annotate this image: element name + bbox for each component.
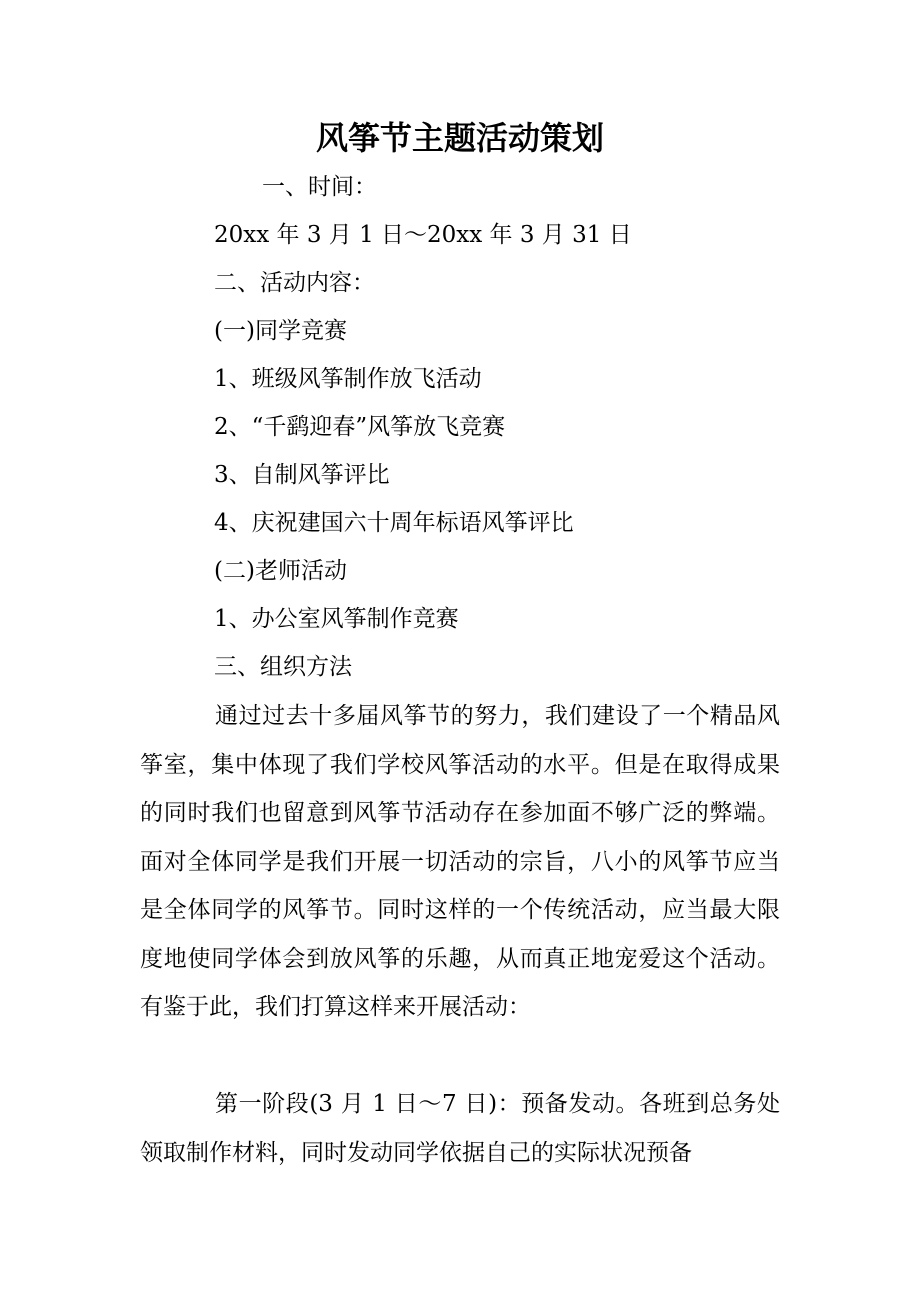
teacher-list-item-1: 1、办公室风筝制作竞赛 (214, 606, 459, 632)
body-paragraph-phase-one: 第一阶段(3 月 1 日～7 日)：预备发动。各班到总务处领取制作材料，同时发动同学依据自己的实际状况预备 (140, 1091, 780, 1166)
list-item-2: 2、“千鹞迎春”风筝放飞竞赛 (214, 414, 506, 440)
section-heading-content: 二、活动内容： (214, 270, 375, 296)
document-title: 风筝节主题活动策划 (315, 119, 604, 157)
subheading-teacher-activity: (二)老师活动 (214, 558, 347, 584)
date-range-line: 20xx 年 3 月 1 日～20xx 年 3 月 31 日 (214, 222, 632, 248)
section-heading-method: 三、组织方法 (214, 654, 352, 680)
section-heading-time: 一、时间： (262, 174, 377, 200)
list-item-4: 4、庆祝建国六十周年标语风筝评比 (214, 510, 574, 536)
list-item-1: 1、班级风筝制作放飞活动 (214, 366, 482, 392)
body-paragraph-method: 通过过去十多届风筝节的努力，我们建设了一个精品风筝室，集中体现了我们学校风筝活动的水平。但是在取得成果的同时我们也留意到风筝节活动存在参加面不够广泛的弊端。面对全体同学是我们开展一切活动的宗旨，八小的风筝节应当是全体同学的风筝节。同时这样的一个传统活动，应当最大限度地使同学体会到放风筝的乐趣，从而真正地宠爱这个活动。有鉴于此，我们打算这样来开展活动： (140, 703, 780, 1020)
list-item-3: 3、自制风筝评比 (214, 462, 390, 488)
subheading-student-competition: (一)同学竞赛 (214, 318, 347, 344)
